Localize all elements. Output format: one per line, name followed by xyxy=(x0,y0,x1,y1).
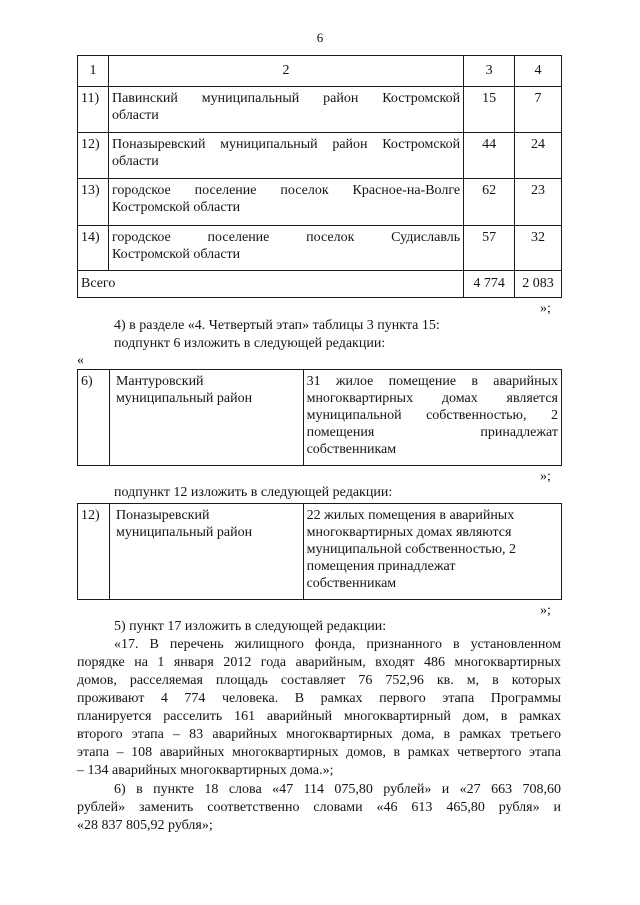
table-header-row xyxy=(78,56,562,87)
row-name xyxy=(108,133,463,179)
table-row xyxy=(78,179,562,226)
row-name-line: муниципальный район xyxy=(115,525,253,540)
desc-line: многоквартирных домах является xyxy=(306,391,558,406)
table-row xyxy=(78,133,562,179)
table-row xyxy=(78,504,562,600)
item-5-line: 5) пункт 17 изложить в следующей редакции: xyxy=(114,619,387,634)
row-name xyxy=(109,370,303,466)
table-row xyxy=(78,226,562,271)
subitem-12-line: подпункт 12 изложить в следующей редакции: xyxy=(114,485,393,500)
row-name xyxy=(108,87,463,133)
row-name xyxy=(109,504,303,600)
item-6-paragraph xyxy=(77,781,561,835)
paragraph-line: рублей» заменить соответственно словами «46 613 465,80 рубля» и xyxy=(77,800,561,815)
table-subitem-6 xyxy=(77,369,562,466)
row-value-3: 62 xyxy=(464,179,515,226)
closing-quote: »; xyxy=(540,603,551,618)
paragraph-line: порядке на 1 января 2012 года аварийным, входят 486 многоквартирных xyxy=(77,655,561,670)
paragraph-line: «28 837 805,92 рубля»; xyxy=(77,818,213,833)
row-number: 14) xyxy=(78,226,109,271)
paragraph-line: – 134 аварийных многоквартирных дома.»; xyxy=(77,763,334,778)
desc-line: муниципальной собственностью, 2 xyxy=(306,408,558,423)
row-name-line: области xyxy=(111,154,159,169)
item-4-subline: подпункт 6 изложить в следующей редакции: xyxy=(114,336,386,351)
row-value-3: 44 xyxy=(464,133,515,179)
row-name-line: городское поселение поселок Судиславль xyxy=(111,230,461,245)
total-label: Всего xyxy=(78,271,464,298)
desc-line: собственникам xyxy=(306,576,397,591)
closing-quote: »; xyxy=(540,469,551,484)
row-number: 6) xyxy=(78,370,110,466)
row-value-4: 23 xyxy=(515,179,562,226)
row-value-4: 7 xyxy=(515,87,562,133)
paragraph-line: 6) в пункте 18 слова «47 114 075,80 рублей» и «27 663 708,60 xyxy=(114,782,561,797)
desc-line: 31 жилое помещение в аварийных xyxy=(306,374,558,389)
desc-line: многоквартирных домах являются xyxy=(306,525,512,540)
page-number: 6 xyxy=(316,30,324,45)
row-value-4: 24 xyxy=(515,133,562,179)
header-col-1: 1 xyxy=(78,56,109,87)
header-col-3: 3 xyxy=(464,56,515,87)
row-name-line: Павинский муниципальный район Костромской xyxy=(111,91,461,106)
total-value-3: 4 774 xyxy=(464,271,515,298)
table-subitem-12 xyxy=(77,503,562,600)
row-name xyxy=(108,179,463,226)
row-name-line: Мантуровский xyxy=(115,374,204,389)
row-value-3: 57 xyxy=(464,226,515,271)
desc-line: собственникам xyxy=(306,442,397,457)
row-name-line: муниципальный район xyxy=(115,391,253,406)
paragraph-line: второго этапа – 83 аварийных многоквартирных дома, в рамках третьего xyxy=(77,727,561,742)
table-row xyxy=(78,370,562,466)
row-name-line: Поназыревский муниципальный район Костромской xyxy=(111,137,461,152)
row-value-3: 15 xyxy=(464,87,515,133)
opening-quote: « xyxy=(77,353,84,368)
row-name-line: Костромской области xyxy=(111,247,241,262)
row-number: 11) xyxy=(78,87,109,133)
row-description xyxy=(303,504,561,600)
row-number: 12) xyxy=(78,504,110,600)
header-col-2: 2 xyxy=(108,56,463,87)
closing-quote: »; xyxy=(540,301,551,316)
table-total-row xyxy=(78,271,562,298)
paragraph-line: проживают 4 774 человека. В рамках первого этапа Программы xyxy=(77,691,561,706)
header-col-4: 4 xyxy=(515,56,562,87)
row-name-line: Поназыревский xyxy=(115,508,210,523)
paragraph-line: планируется расселить 161 аварийный многоквартирный дом, в рамках xyxy=(77,709,561,724)
desc-line: муниципальной собственностью, 2 xyxy=(306,542,517,557)
total-value-4: 2 083 xyxy=(515,271,562,298)
row-name xyxy=(108,226,463,271)
paragraph-line: домов, расселяемая площадь составляет 76 752,96 кв. м, в которых xyxy=(77,673,561,688)
row-number: 13) xyxy=(78,179,109,226)
row-description xyxy=(303,370,561,466)
table-municipalities xyxy=(77,55,562,298)
row-name-line: области xyxy=(111,108,159,123)
row-number: 12) xyxy=(78,133,109,179)
paragraph-17 xyxy=(77,636,561,780)
row-name-line: Костромской области xyxy=(111,200,241,215)
row-value-4: 32 xyxy=(515,226,562,271)
row-name-line: городское поселение поселок Красное-на-Волге xyxy=(111,183,461,198)
item-4-line: 4) в разделе «4. Четвертый этап» таблицы 3 пункта 15: xyxy=(114,318,440,333)
desc-line: помещения принадлежат xyxy=(306,559,456,574)
desc-line: 22 жилых помещения в аварийных xyxy=(306,508,515,523)
table-row xyxy=(78,87,562,133)
desc-line: помещения принадлежат xyxy=(306,425,558,440)
paragraph-line: этапа – 108 аварийных многоквартирных домов, в рамках четвертого этапа xyxy=(77,745,561,760)
paragraph-line: «17. В перечень жилищного фонда, признанного в установленном xyxy=(114,637,561,652)
